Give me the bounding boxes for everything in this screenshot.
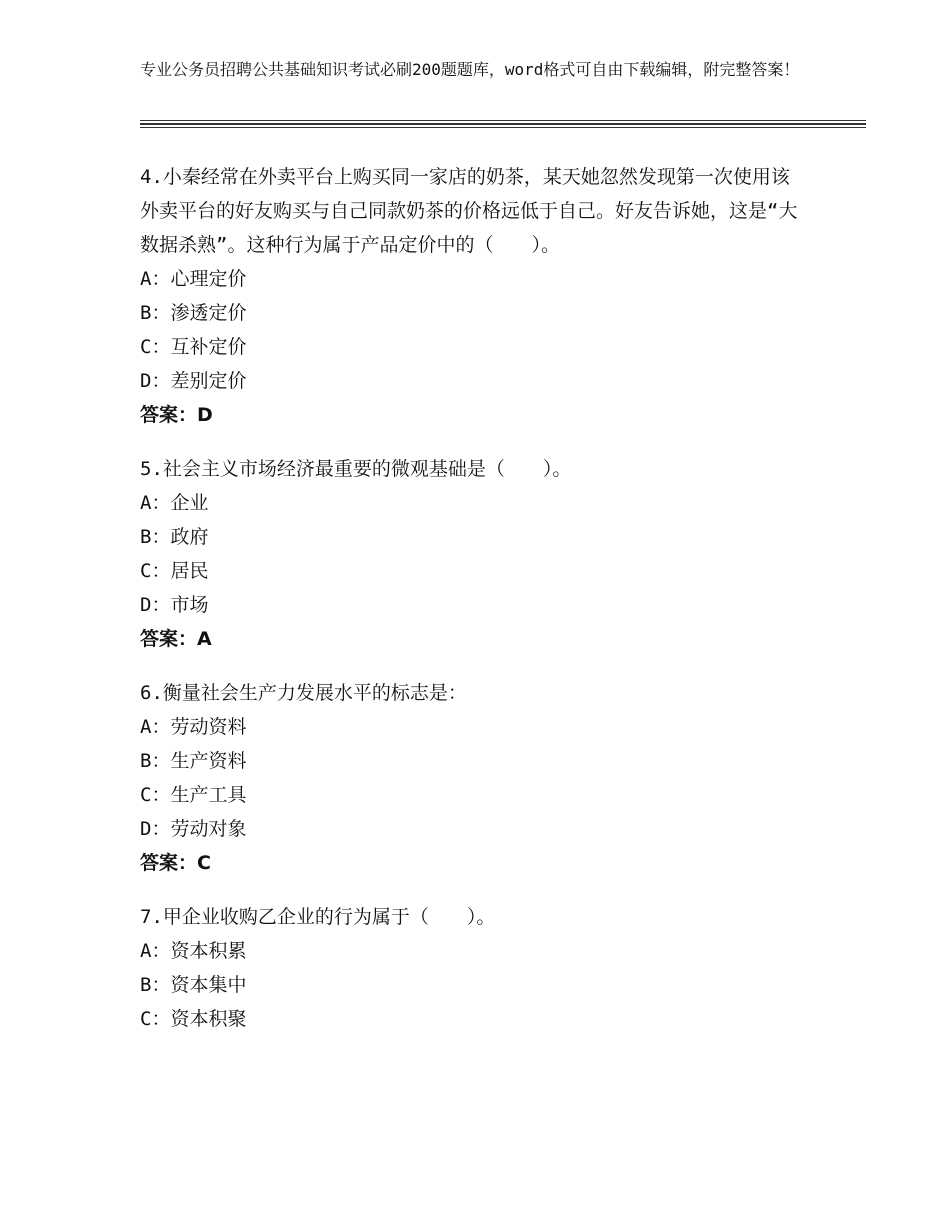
option-a: A：心理定价: [140, 268, 247, 290]
answer-line: 答案：C: [140, 852, 211, 874]
option-c: C：生产工具: [140, 784, 247, 806]
question-stem: 7.甲企业收购乙企业的行为属于（ ）。: [140, 906, 496, 928]
question-4: [140, 160, 800, 432]
header-rule-middle: [140, 123, 866, 125]
header-rule-top: [140, 120, 866, 121]
header-rule-bottom: [140, 127, 866, 128]
question-6: [140, 676, 800, 880]
question-7: [140, 900, 800, 1036]
option-d: D：市场: [140, 594, 209, 616]
option-b: B：生产资料: [140, 750, 247, 772]
option-a: A：资本积累: [140, 940, 247, 962]
answer-line: 答案：A: [140, 628, 212, 650]
question-stem: 4.小秦经常在外卖平台上购买同一家店的奶茶，某天她忽然发现第一次使用该外卖平台的好友购买与自己同款奶茶的价格远低于自己。好友告诉她，这是“大数据杀熟”。这种行为属于产品定价中的（ ）。: [140, 166, 798, 256]
question-5: [140, 452, 800, 656]
document-header: 专业公务员招聘公共基础知识考试必刷200题题库，word格式可自由下载编辑，附完整答案！: [140, 60, 800, 79]
option-b: B：渗透定价: [140, 302, 247, 324]
question-stem: 6.衡量社会生产力发展水平的标志是：: [140, 682, 467, 704]
option-d: D：差别定价: [140, 370, 247, 392]
option-c: C：资本积聚: [140, 1008, 247, 1030]
question-stem: 5.社会主义市场经济最重要的微观基础是（ ）。: [140, 458, 572, 480]
option-d: D：劳动对象: [140, 818, 247, 840]
option-a: A：劳动资料: [140, 716, 247, 738]
option-a: A：企业: [140, 492, 209, 514]
answer-line: 答案：D: [140, 404, 213, 426]
option-c: C：居民: [140, 560, 209, 582]
option-b: B：资本集中: [140, 974, 247, 996]
option-b: B：政府: [140, 526, 209, 548]
question-list: [140, 160, 800, 1056]
option-c: C：互补定价: [140, 336, 247, 358]
